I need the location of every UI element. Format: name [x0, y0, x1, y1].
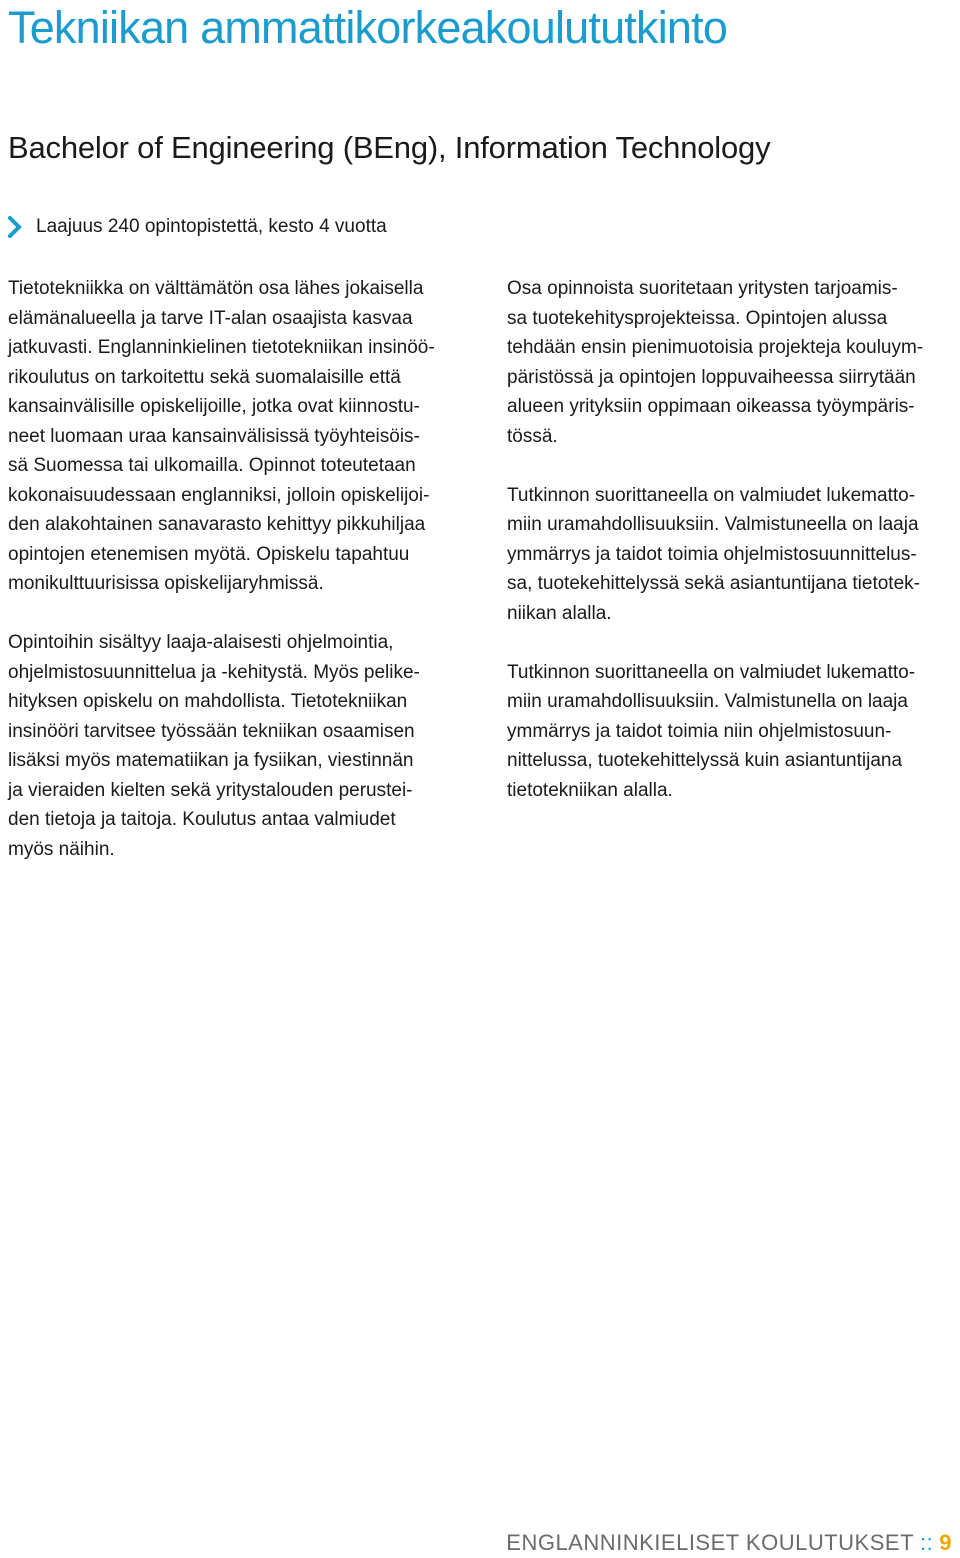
text-line: alueen yrityksiin oppimaan oikeassa työympäris- — [507, 396, 915, 417]
scope-text: Laajuus 240 opintopistettä, kesto 4 vuotta — [36, 216, 387, 237]
text-line: lisäksi myös matematiikan ja fysiikan, viestinnän — [8, 750, 414, 771]
footer-section-title: ENGLANNINKIELISET KOULUTUKSET — [506, 1530, 915, 1555]
text-line: kokonaisuudessaan englanniksi, jolloin opiskelijoi- — [8, 484, 430, 506]
text-line: opintojen etenemisen myötä. Opiskelu tapahtuu — [8, 543, 410, 565]
text-line: monikulttuurisissa opiskelijaryhmissä. — [8, 573, 324, 594]
text-line: sa tuotekehitysprojekteissa. Opintojen alussa — [507, 307, 888, 329]
page-footer — [506, 1530, 952, 1556]
text-line: sä Suomessa tai ulkomailla. Opinnot toteutetaan — [8, 455, 416, 476]
chevron-right-icon — [8, 216, 22, 238]
text-line: Tutkinnon suorittaneella on valmiudet lukematto- — [507, 484, 916, 506]
text-line: Tietotekniikka on välttämätön osa lähes jokaisella — [8, 278, 424, 299]
paragraph — [8, 628, 458, 864]
scope-line — [8, 216, 387, 238]
text-line: hityksen opiskelu on mahdollista. Tietotekniikan — [8, 691, 408, 712]
paragraph — [8, 274, 458, 599]
text-line: tietotekniikan alalla. — [507, 779, 673, 801]
text-line: Opintoihin sisältyy laaja-alaisesti ohjelmointia, — [8, 632, 394, 653]
text-line: tössä. — [507, 425, 558, 447]
text-line: kansainvälisille opiskelijoille, jotka ovat kiinnostu- — [8, 396, 420, 417]
degree-subtitle: Bachelor of Engineering (BEng), Information Technology — [8, 130, 771, 165]
text-line: jatkuvasti. Englanninkielinen tietotekniikan insinöö- — [8, 337, 435, 358]
text-line: miin uramahdollisuuksiin. Valmistunella on laaja — [507, 691, 908, 712]
paragraph — [507, 658, 957, 806]
text-line: insinööri tarvitsee työssään tekniikan osaamisen — [8, 720, 415, 742]
text-line: neet luomaan uraa kansainvälisissä työyhteisöis- — [8, 425, 420, 447]
text-line: den alakohtainen sanavarasto kehittyy pikkuhiljaa — [8, 514, 426, 535]
text-line: ohjelmistosuunnittelua ja -kehitystä. Myös pelike- — [8, 661, 420, 683]
page-number: 9 — [939, 1530, 952, 1555]
paragraph — [507, 481, 957, 629]
footer-separator: :: — [920, 1530, 934, 1555]
text-line: tehdään ensin pienimuotoisia projekteja kouluym- — [507, 337, 924, 358]
right-column — [507, 274, 957, 835]
text-line: rikoulutus on tarkoitettu sekä suomalaisille että — [8, 366, 401, 388]
text-line: elämänalueella ja tarve IT-alan osaajista kasvaa — [8, 307, 413, 329]
text-line: päristössä ja opintojen loppuvaiheessa siirrytään — [507, 366, 916, 388]
text-line: Tutkinnon suorittaneella on valmiudet lukematto- — [507, 661, 916, 683]
text-line: ymmärrys ja taidot toimia ohjelmistosuunnittelus- — [507, 543, 917, 565]
text-line: Osa opinnoista suoritetaan yritysten tarjoamis- — [507, 278, 898, 299]
text-line: den tietoja ja taitoja. Koulutus antaa valmiudet — [8, 809, 396, 830]
text-line: nittelussa, tuotekehittelyssä kuin asiantuntijana — [507, 750, 903, 771]
text-line: ja vieraiden kielten sekä yritystalouden perustei- — [8, 779, 413, 801]
text-line: miin uramahdollisuuksiin. Valmistuneella on laaja — [507, 514, 919, 535]
paragraph — [507, 274, 957, 451]
text-line: ymmärrys ja taidot toimia niin ohjelmistosuun- — [507, 720, 892, 742]
page-title: Tekniikan ammattikorkeakoulututkinto — [8, 2, 728, 53]
text-line: niikan alalla. — [507, 602, 612, 624]
text-line: sa, tuotekehittelyssä sekä asiantuntijana tietotek- — [507, 573, 920, 594]
left-column — [8, 274, 458, 894]
text-line: myös näihin. — [8, 838, 115, 860]
